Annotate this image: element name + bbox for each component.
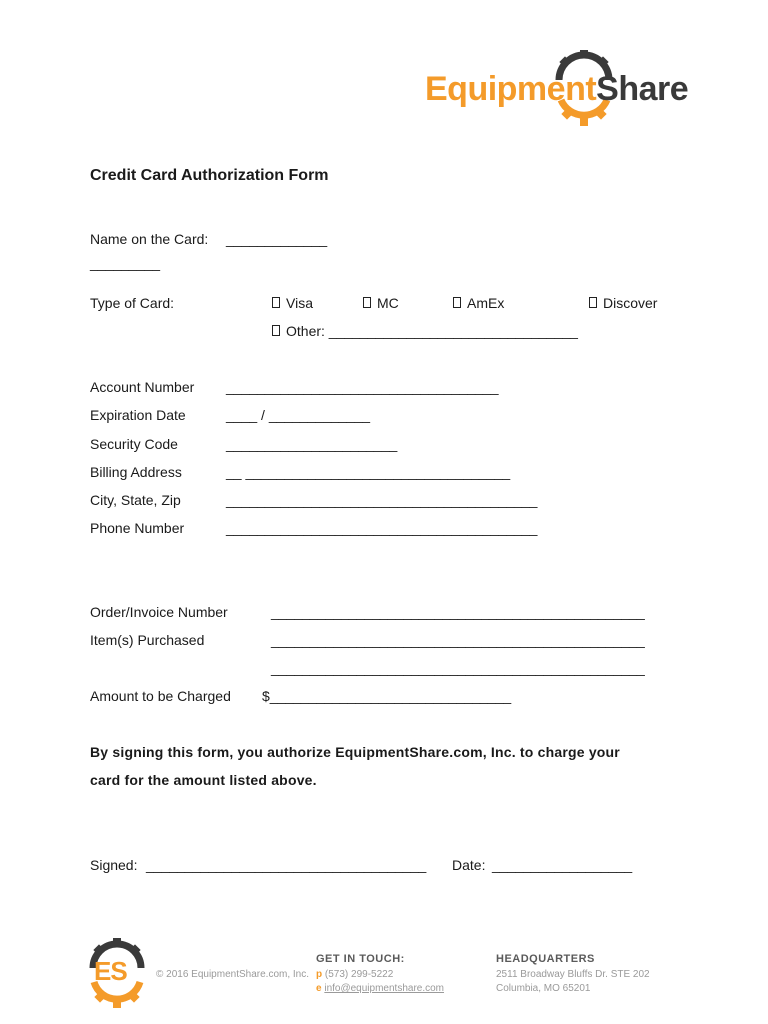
security-code-label: Security Code xyxy=(90,436,178,452)
date-label: Date: xyxy=(452,857,486,873)
name-field-continued[interactable]: _________ xyxy=(90,255,161,271)
equipmentshare-logo xyxy=(425,50,725,126)
items-purchased-field-continued[interactable]: ________________________________________________ xyxy=(271,660,645,676)
card-type-discover[interactable] xyxy=(589,295,657,311)
order-invoice-field[interactable]: ________________________________________________ xyxy=(271,604,645,620)
checkbox-visa[interactable] xyxy=(272,297,280,308)
card-type-visa-label: Visa xyxy=(286,295,313,311)
form-title: Credit Card Authorization Form xyxy=(90,167,329,184)
card-type-visa[interactable] xyxy=(272,295,313,311)
signed-label: Signed: xyxy=(90,857,138,873)
security-code-field[interactable]: ______________________ xyxy=(226,436,398,452)
footer-email xyxy=(316,983,444,994)
footer-hq-line2: Columbia, MO 65201 xyxy=(496,983,591,994)
card-type-label: Type of Card: xyxy=(90,295,175,311)
footer-logo-letters: ES xyxy=(94,956,127,986)
city-state-zip-label: City, State, Zip xyxy=(90,492,181,508)
expiration-date-label: Expiration Date xyxy=(90,407,186,423)
amount-field[interactable]: $_______________________________ xyxy=(262,688,512,704)
footer-phone-number: (573) 299-5222 xyxy=(324,969,394,980)
city-state-zip-field[interactable]: ________________________________________ xyxy=(226,492,538,508)
footer-copyright: © 2016 EquipmentShare.com, Inc. xyxy=(156,969,310,980)
footer-get-in-touch-heading: GET IN TOUCH: xyxy=(316,953,405,965)
signature-field[interactable]: ____________________________________ xyxy=(146,857,427,873)
footer-hq-line1: 2511 Broadway Bluffs Dr. STE 202 xyxy=(496,969,650,980)
footer-headquarters-heading: HEADQUARTERS xyxy=(496,953,595,965)
checkbox-mc[interactable] xyxy=(363,297,371,308)
amount-label: Amount to be Charged xyxy=(90,688,231,704)
card-type-discover-label: Discover xyxy=(603,295,658,311)
items-purchased-label: Item(s) Purchased xyxy=(90,632,205,648)
card-type-mc[interactable] xyxy=(363,295,399,311)
card-type-other[interactable] xyxy=(272,323,578,339)
account-number-label: Account Number xyxy=(90,379,195,395)
account-number-field[interactable]: ___________________________________ xyxy=(226,379,499,395)
phone-prefix: p xyxy=(316,969,323,980)
billing-address-field[interactable]: __ __________________________________ xyxy=(226,464,511,480)
checkbox-other[interactable] xyxy=(272,325,280,336)
other-card-field[interactable]: ________________________________ xyxy=(328,323,578,339)
items-purchased-field[interactable]: ________________________________________________ xyxy=(271,632,645,648)
expiration-date-field[interactable]: ____ / _____________ xyxy=(226,407,371,423)
email-prefix: e xyxy=(316,983,322,994)
footer-email-link[interactable]: info@equipmentshare.com xyxy=(324,983,445,994)
phone-number-label: Phone Number xyxy=(90,520,185,536)
billing-address-label: Billing Address xyxy=(90,464,182,480)
card-type-mc-label: MC xyxy=(377,295,399,311)
name-field[interactable]: _____________ xyxy=(226,231,328,247)
logo-word-equipment: Equipment xyxy=(425,70,597,108)
order-invoice-label: Order/Invoice Number xyxy=(90,604,228,620)
phone-number-field[interactable]: ________________________________________ xyxy=(226,520,538,536)
name-label: Name on the Card: xyxy=(90,231,209,247)
date-field[interactable]: __________________ xyxy=(492,857,633,873)
checkbox-amex[interactable] xyxy=(453,297,461,308)
card-type-amex-label: AmEx xyxy=(467,295,505,311)
checkbox-discover[interactable] xyxy=(589,297,597,308)
authorization-statement-line1: By signing this form, you authorize EquipmentShare.com, Inc. to charge your xyxy=(90,744,620,760)
footer-es-logo xyxy=(88,938,146,1008)
logo-word-share: Share xyxy=(596,70,689,108)
authorization-statement-line2: card for the amount listed above. xyxy=(90,772,317,788)
card-type-amex[interactable] xyxy=(453,295,504,311)
footer-phone xyxy=(316,969,393,980)
card-type-other-label: Other: xyxy=(286,323,325,339)
